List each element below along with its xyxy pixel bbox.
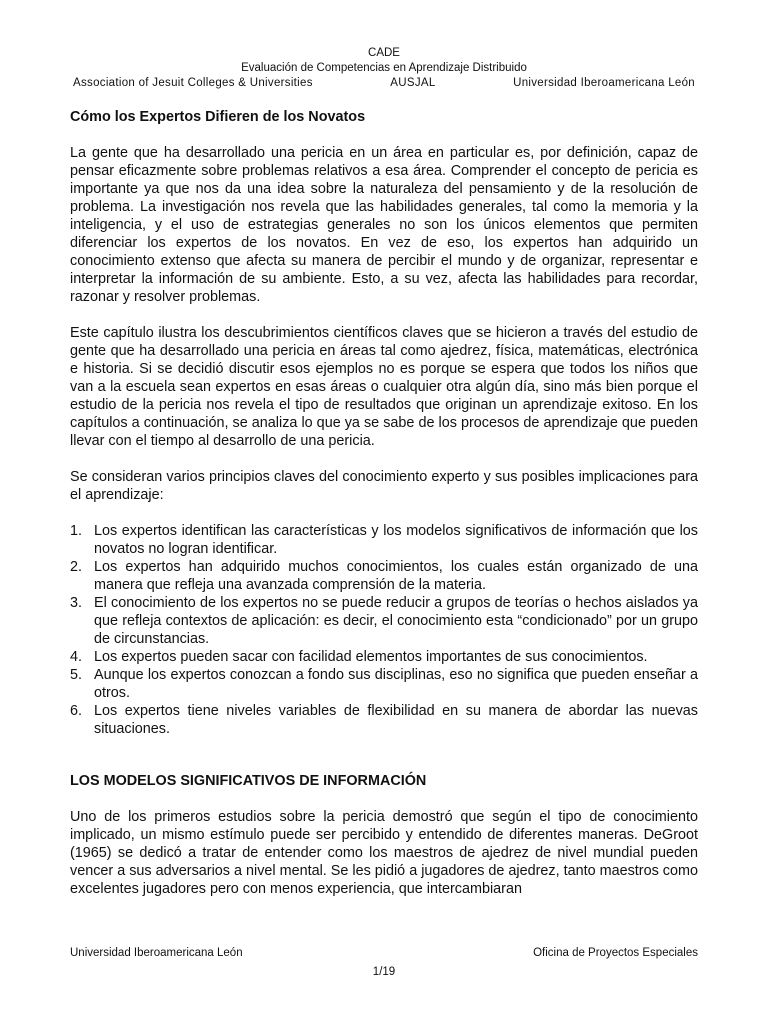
list-item xyxy=(70,702,698,738)
header-subtitle: Evaluación de Competencias en Aprendizaje Distribuido xyxy=(241,62,527,74)
list-item xyxy=(70,648,698,666)
header-university: Universidad Iberoamericana León xyxy=(513,77,695,89)
list-item xyxy=(70,594,698,648)
list-text: Los expertos identifican las características y los modelos significativos de información que los novatos no logran identificar. xyxy=(94,523,698,557)
list-text: Aunque los expertos conozcan a fondo sus disciplinas, eso no significa que pueden enseñar a otros. xyxy=(94,667,698,701)
list-text: Los expertos tiene niveles variables de flexibilidad en su manera de abordar las nuevas situaciones. xyxy=(94,703,698,737)
list-number: 4. xyxy=(70,649,83,665)
principles-list xyxy=(70,522,698,738)
list-number: 3. xyxy=(70,595,83,611)
list-number: 5. xyxy=(70,667,83,683)
list-text: El conocimiento de los expertos no se puede reducir a grupos de teorías o hechos aislados ya que refleja contextos de aplicación: es decir, el conocimiento esta “condicionado” por un grupo de circunstancias. xyxy=(94,595,698,647)
page-header xyxy=(70,46,698,91)
footer-left: Universidad Iberoamericana León xyxy=(70,947,243,959)
page-footer xyxy=(70,946,698,980)
header-ausjal: AUSJAL xyxy=(390,77,436,89)
paragraph-section: Uno de los primeros estudios sobre la pericia demostró que según el tipo de conocimiento implicado, un mismo estímulo puede ser percibido y entendido de diferentes maneras. DeGroot (1965) se dedicó a tratar de entender como los maestros de ajedrez de nivel mundial pueden vencer a sus adversarios a nivel mental. Se les pidió a jugadores de ajedrez, tanto maestros como excelentes jugadores pero con menos experiencia, que intercambiaran xyxy=(70,809,698,897)
header-cade: CADE xyxy=(368,47,400,59)
footer-right: Oficina de Proyectos Especiales xyxy=(533,947,698,959)
section-heading: LOS MODELOS SIGNIFICATIVOS DE INFORMACIÓN xyxy=(70,773,427,789)
document-title: Cómo los Expertos Difieren de los Novatos xyxy=(70,109,366,125)
list-number: 6. xyxy=(70,703,83,719)
list-item xyxy=(70,666,698,702)
paragraph-chapter: Este capítulo ilustra los descubrimientos científicos claves que se hicieron a través del estudio de gente que ha desarrollado una pericia en áreas tal como ajedrez, física, matemáticas, electrónica e historia. Si se decidió discutir esos ejemplos no es porque se espera que todos los niños que van a la escuela sean expertos en esas áreas o cualquier otra algún día, sino más bien porque el estudio de la pericia nos revela el tipo de resultados que originan un aprendizaje exitoso. En los capítulos a continuación, se analiza lo que ya se sabe de los procesos de aprendizaje que pueden llevar con el tiempo al desarrollo de una pericia. xyxy=(70,325,698,449)
list-text: Los expertos han adquirido muchos conocimientos, los cuales están organizado de una manera que refleja una avanzada comprensión de la materia. xyxy=(94,559,698,593)
list-number: 1. xyxy=(70,523,83,539)
footer-row xyxy=(70,946,698,961)
list-item xyxy=(70,522,698,558)
list-item xyxy=(70,558,698,594)
list-number: 2. xyxy=(70,559,83,575)
header-association: Association of Jesuit Colleges & Universities xyxy=(73,77,313,89)
header-institutions xyxy=(70,76,698,91)
list-text: Los expertos pueden sacar con facilidad elementos importantes de sus conocimientos. xyxy=(94,649,648,665)
paragraph-intro: La gente que ha desarrollado una pericia en un área en particular es, por definición, capaz de pensar eficazmente sobre problemas relativos a esa área. Comprender el concepto de pericia es importante ya que nos da una idea sobre la naturaleza del pensamiento y de la resolución de problema. La investigación nos revela que las habilidades generales, tal como la memoria y la inteligencia, y el uso de estrategias generales no son los únicos elementos que permiten diferenciar los expertos de los novatos. En vez de eso, los expertos han adquirido un conocimiento extenso que afecta su manera de percibir el mundo y de organizar, representar e interpretar la información de su ambiente. Esto, a su vez, afecta las habilidades para recordar, razonar y resolver problemas. xyxy=(70,145,698,305)
paragraph-principles: Se consideran varios principios claves del conocimiento experto y sus posibles implicaciones para el aprendizaje: xyxy=(70,469,698,503)
page-number: 1/19 xyxy=(372,966,396,978)
page-content xyxy=(70,108,698,916)
